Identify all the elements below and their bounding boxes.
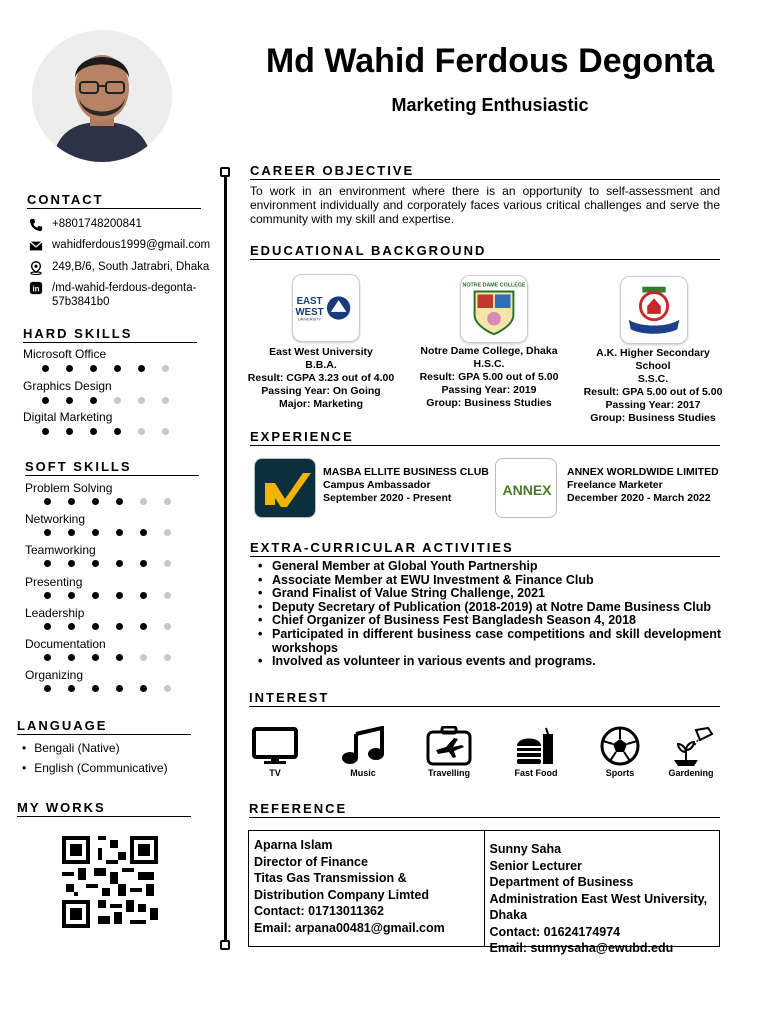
- extra-curricular-item: • Grand Finalist of Value String Challenge, 2021: [256, 587, 721, 601]
- rating-dot-empty: [140, 654, 147, 661]
- education-item: [246, 346, 396, 411]
- email-address[interactable]: wahidferdous1999@gmail.com: [52, 239, 211, 251]
- rating-dot-empty: [164, 529, 171, 536]
- interest-gardening: [661, 726, 721, 778]
- rating-dot-filled: [138, 365, 145, 372]
- rating-dot-filled: [116, 623, 123, 630]
- rating-dot-empty: [138, 428, 145, 435]
- skill-rating: [44, 529, 171, 536]
- hard-skills-heading: HARD SKILLS: [23, 326, 197, 343]
- rating-dot-filled: [90, 365, 97, 372]
- rating-dot-empty: [162, 397, 169, 404]
- extra-curricular-heading: EXTRA-CURRICULAR ACTIVITIES: [250, 540, 720, 557]
- timeline-top-cap: [220, 167, 230, 177]
- interest-label: Travelling: [427, 768, 471, 778]
- soft-skills-heading: SOFT SKILLS: [25, 459, 199, 476]
- rating-dot-filled: [68, 623, 75, 630]
- education-degree: H.S.C.: [473, 358, 505, 370]
- svg-text:ANNEX: ANNEX: [502, 482, 552, 498]
- extra-curricular-item: • Participated in different business case competitions and skill development workshops: [256, 628, 721, 655]
- timeline-bottom-cap: [220, 940, 230, 950]
- rating-dot-filled: [44, 529, 51, 536]
- experience-item-1: [323, 466, 489, 505]
- reference-contact: Contact: 01713011362: [254, 904, 384, 918]
- profile-photo: [32, 30, 172, 162]
- contact-address: [28, 261, 209, 275]
- reference-name: Sunny Saha: [489, 842, 562, 856]
- contact-email: [28, 239, 210, 253]
- rating-dot-empty: [164, 498, 171, 505]
- reference-table: [248, 830, 720, 955]
- interest-label: TV: [269, 768, 281, 778]
- rating-dot-filled: [116, 560, 123, 567]
- mail-icon: [28, 239, 44, 253]
- experience-org: MASBA ELLITE BUSINESS CLUB: [323, 466, 489, 478]
- extra-curricular-list: [256, 560, 721, 669]
- skill-label: Digital Marketing: [23, 410, 113, 424]
- linkedin-url[interactable]: /md-wahid-ferdous-degonta-57b3841b0: [52, 282, 197, 308]
- rating-dot-filled: [116, 654, 123, 661]
- rating-dot-filled: [42, 397, 49, 404]
- svg-text:NOTRE DAME COLLEGE: NOTRE DAME COLLEGE: [462, 282, 526, 289]
- education-field: Group: Business Studies: [590, 412, 716, 424]
- reference-heading: REFERENCE: [249, 801, 720, 818]
- east-west-university-logo: [292, 274, 360, 342]
- fast-food-icon: [513, 726, 559, 766]
- rating-dot-empty: [162, 365, 169, 372]
- career-objective-text: To work in an environment where there is an opportunity to self-assessment and environment individually and corporately faces various critical challenges and serve the community with my skill and expertise.: [250, 184, 720, 226]
- skill-rating: [44, 623, 171, 630]
- rating-dot-filled: [116, 592, 123, 599]
- rating-dot-empty: [114, 397, 121, 404]
- reference-name: Aparna Islam: [254, 838, 333, 852]
- contact-linkedin: [28, 281, 218, 309]
- soccer-ball-icon: [597, 726, 643, 766]
- rating-dot-filled: [68, 685, 75, 692]
- education-result: Result: GPA 5.00 out of 5.00: [583, 386, 723, 398]
- rating-dot-filled: [66, 365, 73, 372]
- reference-email[interactable]: Email: sunnysaha@ewubd.edu: [489, 941, 674, 955]
- timeline-line: [224, 172, 227, 944]
- rating-dot-filled: [92, 560, 99, 567]
- rating-dot-filled: [66, 428, 73, 435]
- reference-org: Department of Business Administration East West University, Dhaka: [489, 875, 708, 922]
- rating-dot-empty: [140, 498, 147, 505]
- reference-email[interactable]: Email: arpana00481@gmail.com: [254, 920, 445, 935]
- reference-title: Senior Lecturer: [489, 858, 582, 873]
- rating-dot-empty: [164, 654, 171, 661]
- rating-dot-filled: [90, 428, 97, 435]
- reference-org: Titas Gas Transmission & Distribution Company Limted: [254, 871, 429, 902]
- experience-period: December 2020 - March 2022: [567, 492, 711, 504]
- contact-heading: CONTACT: [27, 192, 201, 209]
- education-institution: Notre Dame College, Dhaka: [420, 345, 558, 357]
- rating-dot-filled: [68, 560, 75, 567]
- ak-school-logo: [620, 276, 688, 344]
- education-field: Group: Business Studies: [426, 397, 552, 409]
- annex-worldwide-logo: [495, 458, 557, 518]
- rating-dot-filled: [44, 623, 51, 630]
- my-works-heading: MY WORKS: [17, 800, 191, 817]
- rating-dot-empty: [164, 592, 171, 599]
- svg-text:UNIVERSITY: UNIVERSITY: [297, 316, 322, 322]
- experience-role: Freelance Marketer: [567, 479, 663, 491]
- skill-rating: [44, 560, 171, 567]
- rating-dot-filled: [44, 560, 51, 567]
- education-passing: Passing Year: 2019: [441, 384, 537, 396]
- experience-org: ANNEX WORLDWIDE LIMITED: [567, 466, 719, 478]
- rating-dot-filled: [92, 592, 99, 599]
- rating-dot-filled: [68, 529, 75, 536]
- candidate-name: Md Wahid Ferdous Degonta: [265, 42, 715, 80]
- rating-dot-empty: [164, 560, 171, 567]
- language-item: • Bengali (Native): [22, 741, 168, 755]
- rating-dot-filled: [42, 428, 49, 435]
- extra-curricular-item: • Associate Member at EWU Investment & Finance Club: [256, 574, 721, 588]
- skill-label: Leadership: [25, 605, 85, 620]
- interest-label: Music: [350, 768, 376, 778]
- notre-dame-college-logo: [460, 275, 528, 343]
- experience-heading: EXPERIENCE: [250, 429, 720, 446]
- airplane-icon: [426, 726, 472, 766]
- language-item: • English (Communicative): [22, 761, 168, 775]
- interest-tv: [245, 726, 305, 778]
- experience-item-2: [567, 466, 719, 505]
- interest-label: Fast Food: [514, 768, 558, 778]
- location-icon: [28, 261, 44, 275]
- rating-dot-empty: [164, 623, 171, 630]
- education-item: [414, 345, 564, 410]
- svg-text:WEST: WEST: [295, 306, 324, 318]
- rating-dot-filled: [140, 529, 147, 536]
- phone-icon: [28, 218, 44, 232]
- rating-dot-filled: [68, 592, 75, 599]
- language-heading: LANGUAGE: [17, 718, 191, 735]
- skill-label: Problem Solving: [25, 481, 113, 495]
- skill-rating: [44, 654, 171, 661]
- tv-icon: [252, 726, 298, 766]
- rating-dot-filled: [68, 498, 75, 505]
- contact-phone: [28, 218, 142, 232]
- skill-label: Graphics Design: [23, 378, 112, 393]
- rating-dot-filled: [92, 685, 99, 692]
- rating-dot-filled: [116, 685, 123, 692]
- rating-dot-filled: [114, 428, 121, 435]
- education-field: Major: Marketing: [278, 398, 363, 410]
- interest-fast-food: [506, 726, 566, 778]
- education-institution: A.K. Higher Secondary School: [596, 347, 710, 372]
- skill-label: Microsoft Office: [23, 347, 107, 361]
- interest-travelling: [419, 726, 479, 778]
- address-text: 249,B/6, South Jatrabri, Dhaka: [52, 261, 210, 273]
- interest-sports: [590, 726, 650, 778]
- extra-curricular-item: • Chief Organizer of Business Fest Bangladesh Season 4, 2018: [256, 614, 721, 628]
- rating-dot-empty: [162, 428, 169, 435]
- candidate-subtitle: Marketing Enthusiastic: [391, 95, 589, 115]
- reference-title: Director of Finance: [254, 854, 368, 869]
- language-list: [22, 741, 168, 781]
- skill-label: Presenting: [25, 574, 83, 589]
- experience-period: September 2020 - Present: [323, 492, 452, 504]
- reference-card: [249, 831, 484, 946]
- experience-role: Campus Ambassador: [323, 479, 431, 491]
- reference-contact: Contact: 01624174974: [489, 924, 621, 939]
- rating-dot-filled: [92, 529, 99, 536]
- education-degree: S.S.C.: [637, 373, 669, 385]
- skill-rating: [44, 498, 171, 505]
- education-result: Result: CGPA 3.23 out of 4.00: [247, 372, 395, 384]
- extra-curricular-item: • Deputy Secretary of Publication (2018-2019) at Notre Dame Business Club: [256, 601, 721, 615]
- rating-dot-filled: [42, 365, 49, 372]
- rating-dot-filled: [92, 654, 99, 661]
- rating-dot-filled: [114, 365, 121, 372]
- education-passing: Passing Year: On Going: [261, 385, 381, 397]
- rating-dot-filled: [140, 685, 147, 692]
- rating-dot-empty: [164, 685, 171, 692]
- skill-label: Organizing: [25, 668, 84, 683]
- rating-dot-filled: [44, 592, 51, 599]
- rating-dot-filled: [66, 397, 73, 404]
- music-note-icon: [340, 726, 386, 766]
- skill-label: Teamworking: [25, 543, 96, 558]
- skill-label: Networking: [25, 512, 86, 527]
- rating-dot-filled: [68, 654, 75, 661]
- skill-rating: [42, 428, 169, 435]
- gardening-icon: [668, 726, 714, 766]
- education-result: Result: GPA 5.00 out of 5.00: [419, 371, 559, 383]
- skill-label: Documentation: [25, 637, 106, 651]
- svg-text:in: in: [32, 284, 40, 294]
- rating-dot-filled: [140, 560, 147, 567]
- skill-rating: [42, 365, 169, 372]
- linkedin-icon: [28, 281, 44, 295]
- masba-club-logo: [254, 458, 316, 518]
- career-objective-heading: CAREER OBJECTIVE: [250, 163, 720, 180]
- extra-curricular-item: • General Member at Global Youth Partnership: [256, 560, 721, 574]
- reference-card: [484, 831, 720, 955]
- rating-dot-empty: [138, 397, 145, 404]
- rating-dot-filled: [140, 592, 147, 599]
- phone-number[interactable]: +8801748200841: [52, 218, 142, 230]
- interest-music: [333, 726, 393, 778]
- interest-heading: INTEREST: [249, 690, 720, 707]
- rating-dot-filled: [92, 498, 99, 505]
- rating-dot-filled: [90, 397, 97, 404]
- rating-dot-filled: [92, 623, 99, 630]
- rating-dot-filled: [116, 529, 123, 536]
- education-degree: B.B.A.: [305, 359, 337, 371]
- rating-dot-filled: [116, 498, 123, 505]
- interest-label: Sports: [605, 768, 635, 778]
- svg-text:EAST: EAST: [296, 296, 323, 308]
- education-passing: Passing Year: 2017: [605, 399, 701, 411]
- rating-dot-filled: [140, 623, 147, 630]
- interest-label: Gardening: [668, 768, 714, 778]
- rating-dot-filled: [44, 654, 51, 661]
- education-institution: East West University: [269, 346, 373, 358]
- qr-code[interactable]: [62, 836, 158, 928]
- extra-curricular-item: • Involved as volunteer in various events and programs.: [256, 655, 721, 669]
- rating-dot-filled: [44, 685, 51, 692]
- skill-rating: [42, 397, 169, 404]
- education-item: [578, 347, 728, 425]
- rating-dot-filled: [44, 498, 51, 505]
- education-heading: EDUCATIONAL BACKGROUND: [250, 243, 720, 260]
- skill-rating: [44, 592, 171, 599]
- skill-rating: [44, 685, 171, 692]
